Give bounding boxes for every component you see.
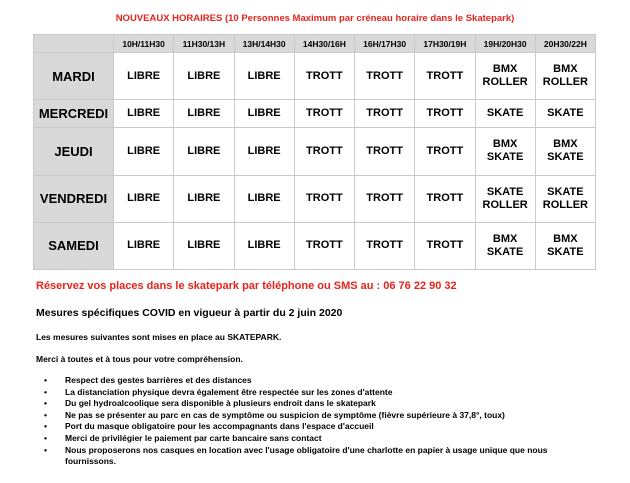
- schedule-cell: LIBRE: [234, 100, 294, 128]
- rule-text: Du gel hydroalcoolique sera disponible à plusieurs endroit dans le skatepark: [65, 398, 376, 409]
- time-slot-header: 11H30/13H: [174, 35, 234, 53]
- table-row: [34, 222, 596, 269]
- list-item: [36, 421, 596, 433]
- schedule-cell: TROTT: [415, 222, 475, 269]
- rules-list: [36, 375, 596, 468]
- rule-text: Port du masque obligatoire pour les accompagnants dans l'espace d'accueil: [65, 421, 374, 432]
- bullet-icon: •: [44, 444, 47, 455]
- schedule-cell: LIBRE: [174, 222, 234, 269]
- list-item: [36, 410, 596, 422]
- rule-text: Nous proposerons nos casques en location avec l'usage obligatoire d'une charlotte en papier à usage unique que nous fournissons.: [65, 444, 548, 467]
- schedule-cell: TROTT: [355, 175, 415, 222]
- table-row: [34, 128, 596, 175]
- list-item: [36, 433, 596, 445]
- day-label: JEUDI: [34, 128, 114, 175]
- day-label: MERCREDI: [34, 100, 114, 128]
- schedule-cell: BMX SKATE: [535, 222, 595, 269]
- bullet-icon: •: [44, 375, 47, 385]
- list-item: [36, 375, 596, 387]
- schedule-cell: LIBRE: [114, 53, 174, 100]
- schedule-cell: TROTT: [294, 100, 354, 128]
- rule-text: Merci de privilégier le paiement par carte bancaire sans contact: [65, 432, 322, 443]
- schedule-cell: LIBRE: [174, 100, 234, 128]
- day-label: VENDREDI: [34, 175, 114, 222]
- schedule-cell: TROTT: [415, 128, 475, 175]
- bullet-icon: •: [44, 386, 47, 397]
- intro-text: Les mesures suivantes sont mises en place au SKATEPARK.: [36, 332, 282, 342]
- schedule-cell: TROTT: [294, 128, 354, 175]
- rule-text: Respect des gestes barrières et des distances: [65, 375, 252, 385]
- bullet-icon: •: [44, 421, 47, 432]
- schedule-cell: BMX ROLLER: [475, 53, 535, 100]
- day-label: SAMEDI: [34, 222, 114, 269]
- bullet-icon: •: [44, 409, 47, 420]
- day-label: MARDI: [34, 53, 114, 100]
- table-row: [34, 100, 596, 128]
- header-row: [34, 35, 596, 53]
- schedule-cell: BMX SKATE: [475, 128, 535, 175]
- list-item: [36, 398, 596, 410]
- schedule-cell: LIBRE: [114, 222, 174, 269]
- schedule-cell: LIBRE: [114, 100, 174, 128]
- schedule-cell: TROTT: [355, 222, 415, 269]
- schedule-cell: LIBRE: [234, 53, 294, 100]
- table-row: [34, 175, 596, 222]
- schedule-cell: TROTT: [355, 100, 415, 128]
- schedule-cell: BMX SKATE: [535, 128, 595, 175]
- reservation-notice: Réservez vos places dans le skatepark par téléphone ou SMS au : 06 76 22 90 32: [36, 280, 457, 292]
- list-item: [36, 445, 596, 468]
- schedule-cell: TROTT: [355, 128, 415, 175]
- thanks-text: Merci à toutes et à tous pour votre compréhension.: [36, 354, 243, 364]
- schedule-cell: TROTT: [294, 175, 354, 222]
- time-slot-header: 20H30/22H: [535, 35, 595, 53]
- schedule-cell: TROTT: [294, 53, 354, 100]
- schedule-cell: SKATE ROLLER: [475, 175, 535, 222]
- schedule-cell: SKATE ROLLER: [535, 175, 595, 222]
- time-slot-header: 17H30/19H: [415, 35, 475, 53]
- measures-heading: Mesures spécifiques COVID en vigueur à partir du 2 juin 2020: [36, 307, 343, 319]
- schedule-cell: LIBRE: [234, 128, 294, 175]
- schedule-cell: LIBRE: [174, 128, 234, 175]
- schedule-cell: LIBRE: [234, 175, 294, 222]
- time-slot-header: 16H/17H30: [355, 35, 415, 53]
- schedule-cell: LIBRE: [114, 175, 174, 222]
- bullet-icon: •: [44, 432, 47, 443]
- schedule-cell: TROTT: [415, 175, 475, 222]
- rule-text: La distanciation physique devra également être respectée sur les zones d'attente: [65, 386, 393, 397]
- schedule-cell: LIBRE: [234, 222, 294, 269]
- rule-text: Ne pas se présenter au parc en cas de symptôme ou suspicion de symptôme (fièvre supérieure à 37,8°, toux): [65, 409, 505, 420]
- schedule-cell: LIBRE: [174, 175, 234, 222]
- list-item: [36, 387, 596, 399]
- schedule-cell: TROTT: [355, 53, 415, 100]
- time-slot-header: 10H/11H30: [114, 35, 174, 53]
- time-slot-header: 13H/14H30: [234, 35, 294, 53]
- schedule-cell: SKATE: [535, 100, 595, 128]
- schedule-cell: TROTT: [294, 222, 354, 269]
- table-row: [34, 53, 596, 100]
- time-slot-header: 19H/20H30: [475, 35, 535, 53]
- schedule-table: [33, 34, 596, 270]
- schedule-cell: BMX SKATE: [475, 222, 535, 269]
- time-slot-header: 14H30/16H: [294, 35, 354, 53]
- corner-cell: [34, 35, 114, 53]
- schedule-cell: BMX ROLLER: [535, 53, 595, 100]
- schedule-cell: LIBRE: [174, 53, 234, 100]
- schedule-title: NOUVEAUX HORAIRES (10 Personnes Maximum par créneau horaire dans le Skatepark): [115, 13, 515, 24]
- bullet-icon: •: [44, 398, 47, 409]
- schedule-cell: LIBRE: [114, 128, 174, 175]
- schedule-cell: TROTT: [415, 100, 475, 128]
- schedule-cell: SKATE: [475, 100, 535, 128]
- schedule-cell: TROTT: [415, 53, 475, 100]
